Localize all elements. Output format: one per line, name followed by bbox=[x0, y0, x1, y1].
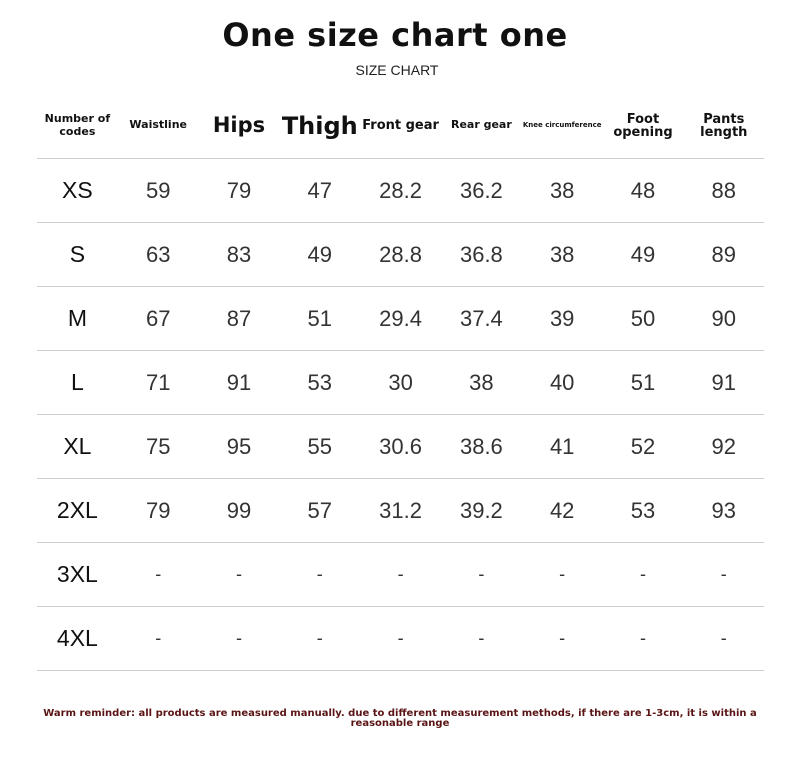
cell-pants-length: 90 bbox=[711, 305, 737, 331]
cell-waistline: - bbox=[155, 564, 162, 584]
header-foot-opening: Foot opening bbox=[613, 111, 673, 140]
page-title: One size chart one bbox=[222, 16, 568, 54]
warm-reminder-note: Warm reminder: all products are measured manually. due to different measurement methods, if there are 1-3cm, it is within a reasonable range bbox=[43, 708, 757, 729]
page-subtitle: SIZE CHART bbox=[355, 62, 439, 78]
cell-front-gear: 31.2 bbox=[379, 497, 422, 523]
cell-pants-length: - bbox=[720, 564, 727, 584]
header-pants-length: Pants length bbox=[700, 111, 748, 140]
cell-waistline: 79 bbox=[145, 497, 171, 523]
header-number-of-codes: Number of codes bbox=[44, 111, 111, 138]
cell-pants-length: 91 bbox=[711, 369, 737, 395]
cell-foot-opening: 51 bbox=[630, 369, 656, 395]
table-row bbox=[37, 479, 764, 543]
cell-front-gear: 30 bbox=[388, 369, 413, 395]
cell-knee-circumference: 38 bbox=[549, 241, 575, 267]
cell-knee-circumference: - bbox=[559, 564, 566, 584]
size-label: XL bbox=[63, 433, 92, 459]
cell-rear-gear: - bbox=[478, 628, 485, 648]
cell-rear-gear: - bbox=[478, 564, 485, 584]
size-label: S bbox=[69, 241, 86, 267]
cell-front-gear: 30.6 bbox=[379, 433, 422, 459]
cell-rear-gear: 38 bbox=[469, 369, 494, 395]
table-row bbox=[37, 543, 764, 607]
cell-knee-circumference: 38 bbox=[549, 177, 575, 203]
cell-front-gear: 29.4 bbox=[379, 305, 422, 331]
cell-hips: - bbox=[235, 564, 242, 584]
cell-thigh: 53 bbox=[307, 369, 333, 395]
header-hips: Hips bbox=[212, 113, 266, 137]
size-label: 4XL bbox=[56, 625, 98, 651]
table-header-row bbox=[37, 93, 764, 159]
cell-hips: 83 bbox=[226, 241, 252, 267]
table-row bbox=[37, 415, 764, 479]
cell-front-gear: - bbox=[397, 628, 404, 648]
cell-knee-circumference: 41 bbox=[549, 433, 575, 459]
cell-pants-length: 88 bbox=[711, 177, 737, 203]
cell-foot-opening: 50 bbox=[630, 305, 656, 331]
cell-hips: 79 bbox=[226, 177, 252, 203]
cell-thigh: 51 bbox=[307, 305, 333, 331]
header-rear-gear: Rear gear bbox=[450, 118, 512, 132]
cell-rear-gear: 37.4 bbox=[459, 305, 503, 331]
table-row bbox=[37, 287, 764, 351]
table-row bbox=[37, 223, 764, 287]
cell-hips: 95 bbox=[226, 433, 252, 459]
cell-hips: 99 bbox=[226, 497, 252, 523]
cell-thigh: - bbox=[316, 628, 323, 648]
header-waistline: Waistline bbox=[129, 118, 187, 132]
cell-waistline: 59 bbox=[145, 177, 171, 203]
cell-front-gear: - bbox=[397, 564, 404, 584]
cell-hips: - bbox=[235, 628, 242, 648]
size-label: M bbox=[67, 305, 87, 331]
cell-knee-circumference: - bbox=[559, 628, 566, 648]
cell-knee-circumference: 39 bbox=[549, 305, 575, 331]
table-row bbox=[37, 159, 764, 223]
cell-waistline: 71 bbox=[145, 369, 171, 395]
table-row bbox=[37, 351, 764, 415]
cell-foot-opening: 49 bbox=[630, 241, 656, 267]
cell-foot-opening: - bbox=[639, 564, 646, 584]
cell-rear-gear: 38.6 bbox=[459, 433, 503, 459]
cell-hips: 91 bbox=[226, 369, 252, 395]
cell-thigh: 47 bbox=[307, 177, 333, 203]
cell-foot-opening: 52 bbox=[630, 433, 656, 459]
cell-pants-length: - bbox=[720, 628, 727, 648]
cell-knee-circumference: 42 bbox=[549, 497, 575, 523]
cell-pants-length: 93 bbox=[711, 497, 737, 523]
cell-hips: 87 bbox=[226, 305, 252, 331]
size-label: XS bbox=[62, 177, 93, 203]
cell-foot-opening: 48 bbox=[630, 177, 656, 203]
size-label: L bbox=[71, 369, 84, 395]
header-front-gear: Front gear bbox=[362, 118, 439, 133]
size-label: 3XL bbox=[56, 561, 98, 587]
header-thigh: Thigh bbox=[281, 111, 358, 140]
cell-foot-opening: 53 bbox=[630, 497, 656, 523]
cell-waistline: - bbox=[155, 628, 162, 648]
cell-foot-opening: - bbox=[639, 628, 646, 648]
cell-thigh: - bbox=[316, 564, 323, 584]
cell-front-gear: 28.2 bbox=[379, 177, 422, 203]
cell-waistline: 75 bbox=[145, 433, 171, 459]
header-knee-circumference: Knee circumference bbox=[522, 121, 602, 129]
cell-thigh: 57 bbox=[307, 497, 333, 523]
size-chart-table bbox=[37, 93, 764, 671]
table-row bbox=[37, 607, 764, 671]
cell-rear-gear: 36.2 bbox=[459, 177, 503, 203]
size-label: 2XL bbox=[56, 497, 98, 523]
table-body bbox=[37, 159, 764, 671]
cell-pants-length: 89 bbox=[711, 241, 737, 267]
cell-waistline: 67 bbox=[145, 305, 171, 331]
cell-pants-length: 92 bbox=[711, 433, 737, 459]
cell-rear-gear: 36.8 bbox=[459, 241, 503, 267]
cell-knee-circumference: 40 bbox=[549, 369, 575, 395]
cell-front-gear: 28.8 bbox=[379, 241, 422, 267]
cell-rear-gear: 39.2 bbox=[459, 497, 503, 523]
cell-thigh: 55 bbox=[307, 433, 333, 459]
cell-waistline: 63 bbox=[145, 241, 171, 267]
cell-thigh: 49 bbox=[307, 241, 333, 267]
